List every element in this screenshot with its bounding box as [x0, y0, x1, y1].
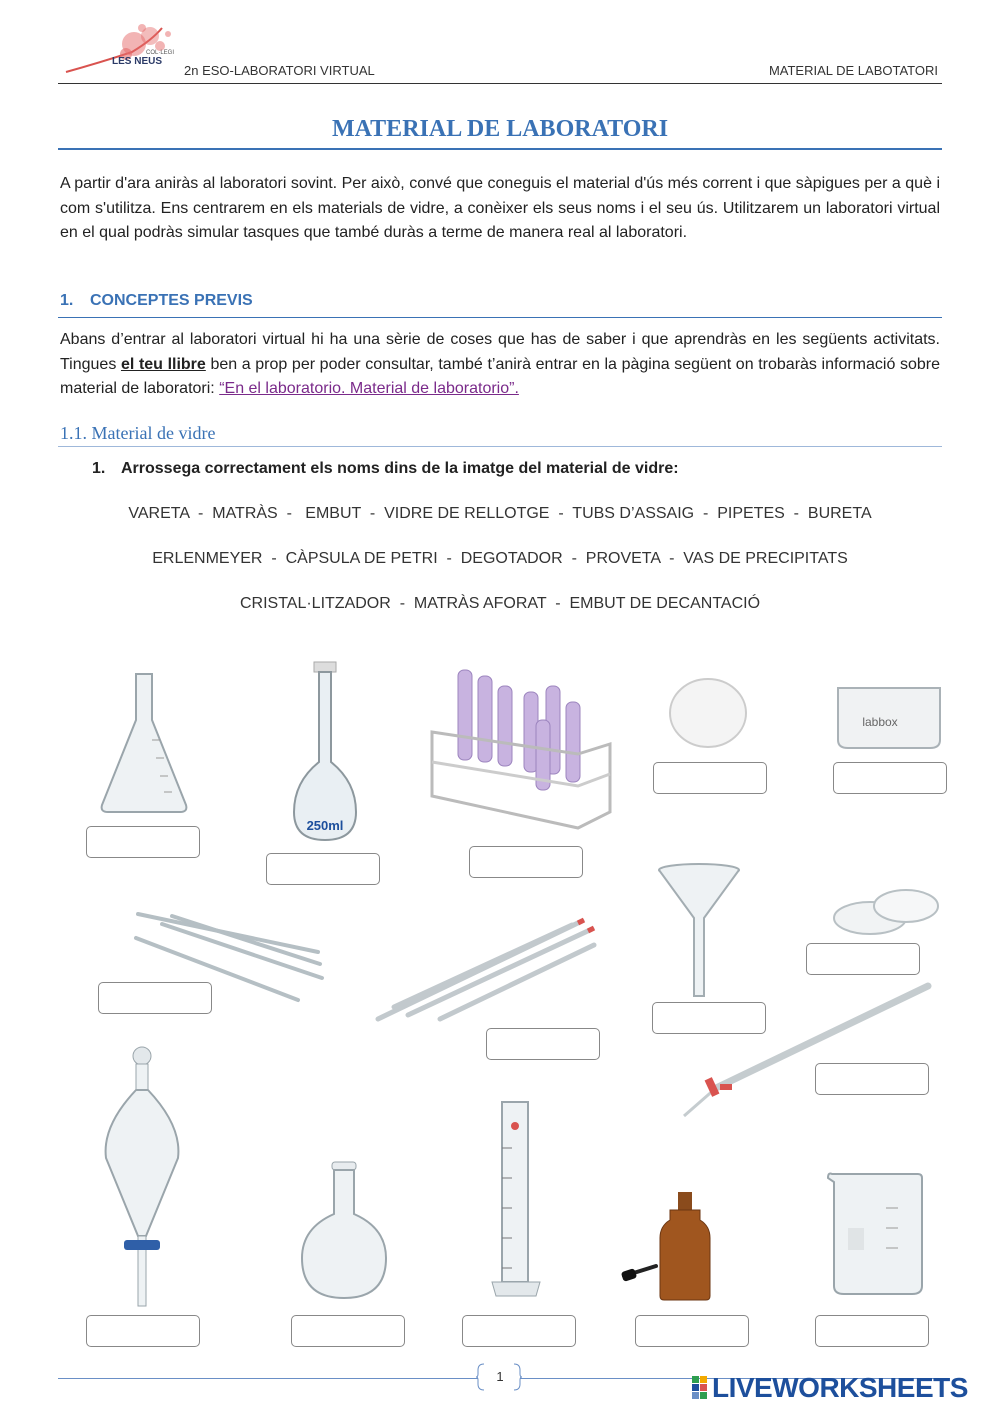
- answer-box-volumetric-flask[interactable]: [266, 853, 380, 885]
- section-title: CONCEPTES PREVIS: [90, 292, 253, 309]
- liveworksheets-brand: LIVEWORKSHEETS: [712, 1372, 968, 1403]
- answer-box-petri-dish[interactable]: [806, 943, 920, 975]
- dropper-image: [622, 1190, 712, 1302]
- answer-box-glass-rods[interactable]: [98, 982, 212, 1014]
- concepts-paragraph: [60, 328, 940, 402]
- watch-glass-image: [666, 676, 750, 750]
- liveworksheets-icon: [692, 1376, 708, 1400]
- question-1: [92, 460, 679, 478]
- header-topic: MATERIAL DE LABOTATORI: [768, 63, 938, 78]
- intro-paragraph: A partir d'ara aniràs al laboratori sovint. Per això, convé que coneguis el material d'ús més corrent i que sàpigues per a què i com s'utilitza. Ens centrarem en els materials de vidre, a conèixer els seus noms i el seu ús. Utilitzarem un laboratori virtual en el qual podràs simular tasques que també duràs a terme de manera real al laboratori.: [60, 175, 940, 241]
- answer-box-dropper[interactable]: [635, 1315, 749, 1347]
- answer-box-erlenmeyer[interactable]: [86, 826, 200, 858]
- answer-box-pipettes[interactable]: [486, 1028, 600, 1060]
- answer-box-beaker[interactable]: [815, 1315, 929, 1347]
- answer-box-burette[interactable]: [815, 1063, 929, 1095]
- pipettes-image: [372, 915, 598, 1025]
- title-underline: [58, 148, 942, 150]
- funnel-image: [656, 862, 742, 998]
- logo-name: LES NEUS: [112, 56, 163, 67]
- concepts-bold: el teu llibre: [120, 355, 206, 373]
- crystallizer-brand: labbox: [862, 715, 898, 729]
- header-course: 2n ESO-LABORATORI VIRTUAL: [184, 63, 375, 78]
- answer-box-funnel[interactable]: [652, 1002, 766, 1034]
- answer-box-graduated-cylinder[interactable]: [462, 1315, 576, 1347]
- concepts-text-b: ben a prop per poder consultar, també t’anirà entrar en la pàgina següent on trobaràs informació sobre material de laboratori:: [60, 355, 941, 397]
- erlenmeyer-image: [96, 670, 192, 815]
- test-tubes-image: [428, 662, 614, 832]
- subsection-divider: [58, 446, 942, 447]
- question-number: 1.: [92, 460, 106, 477]
- word-bank-line-3: CRISTAL·LITZADOR - MATRÀS AFORAT - EMBUT DE DECANTACIÓ: [239, 595, 761, 612]
- material-link[interactable]: “En el laboratorio. Material de laboratorio”.: [219, 380, 519, 397]
- answer-box-separatory-funnel[interactable]: [86, 1315, 200, 1347]
- answer-box-watch-glass[interactable]: [653, 762, 767, 794]
- answer-box-crystallizer[interactable]: [833, 762, 947, 794]
- subsection-heading: 1.1. Material de vidre: [60, 423, 216, 443]
- header-divider: [58, 83, 942, 84]
- burette-image: [676, 980, 938, 1120]
- word-bank-line-2: ERLENMEYER - CÀPSULA DE PETRI - DEGOTADOR - PROVETA - VAS DE PRECIPITATS: [152, 550, 848, 567]
- beaker-image: [826, 1168, 930, 1298]
- page-title: MATERIAL DE LABORATORI: [331, 116, 669, 142]
- volumetric-flask-image: [290, 662, 360, 844]
- graduated-cylinder-image: [490, 1098, 542, 1300]
- flask-volume-label: 250ml: [306, 818, 344, 833]
- concepts-text-a: Abans d’entrar al laboratori virtual hi ha una sèrie de coses que has de saber i que aprendràs en les següents activitats. Tingues: [60, 331, 940, 373]
- separatory-funnel-image: [100, 1046, 184, 1308]
- answer-box-test-tubes[interactable]: [469, 846, 583, 878]
- petri-dish-image: [830, 880, 942, 940]
- word-bank-line-1: VARETA - MATRÀS - EMBUT - VIDRE DE RELLOTGE - TUBS D’ASSAIG - PIPETES - BURETA: [128, 505, 872, 522]
- logo-subtitle: COL·LEGI: [146, 50, 175, 56]
- section-number: 1.: [60, 292, 74, 309]
- answer-box-round-flask[interactable]: [291, 1315, 405, 1347]
- section-divider: [58, 317, 942, 318]
- section-heading: [60, 292, 253, 310]
- question-text: Arrossega correctament els noms dins de la imatge del material de vidre:: [121, 460, 679, 477]
- page-number: 1: [496, 1369, 504, 1384]
- round-flask-image: [300, 1160, 388, 1300]
- crystallizer-image: [832, 682, 946, 752]
